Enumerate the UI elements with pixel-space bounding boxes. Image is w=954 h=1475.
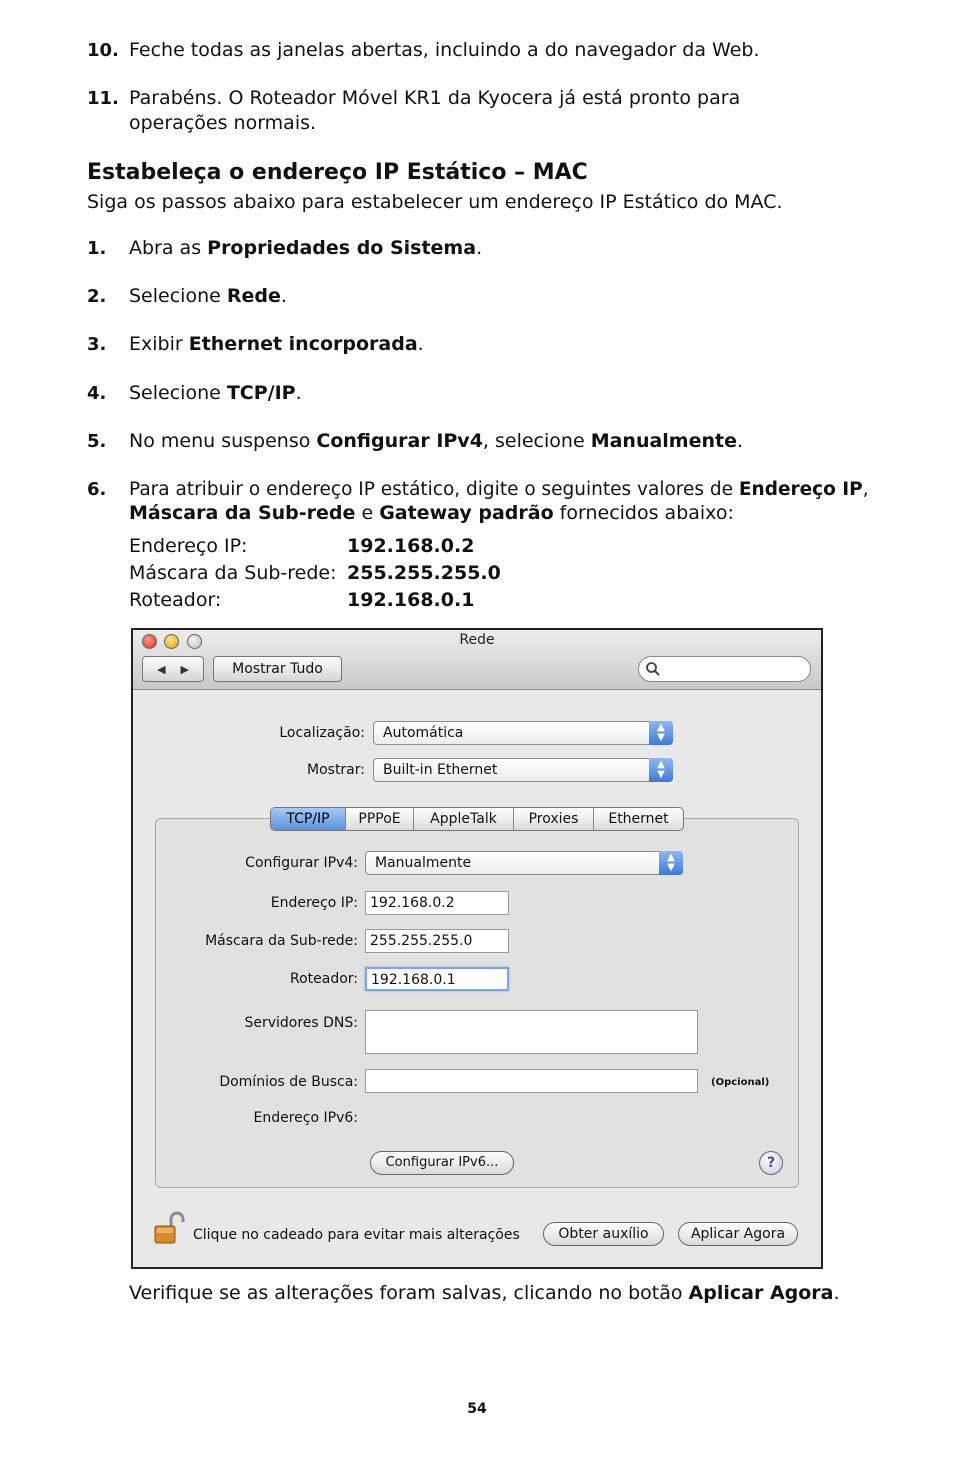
apply-now-button[interactable]: Aplicar Agora bbox=[678, 1222, 798, 1246]
network-preferences-window bbox=[131, 628, 823, 1269]
search-input[interactable] bbox=[638, 656, 811, 682]
configure-ipv4-value: Manualmente bbox=[375, 855, 472, 871]
step-number: 10. bbox=[87, 40, 119, 61]
show-all-button[interactable]: Mostrar Tudo bbox=[213, 656, 342, 682]
step-number: 5. bbox=[87, 431, 107, 452]
step-number: 6. bbox=[87, 479, 107, 500]
subnet-mask-field[interactable]: 255.255.255.0 bbox=[365, 929, 509, 953]
configure-ipv6-button[interactable]: Configurar IPv6... bbox=[370, 1151, 514, 1175]
step-text: Para atribuir o endereço IP estático, digite o seguintes valores de Endereço IP, bbox=[129, 479, 869, 500]
step-number: 11. bbox=[87, 88, 119, 109]
back-arrow-icon[interactable]: ◀ bbox=[157, 663, 166, 676]
assist-button[interactable]: Obter auxílio bbox=[543, 1222, 664, 1246]
value-label: Máscara da Sub-rede: bbox=[129, 562, 337, 584]
tab-proxies[interactable]: Proxies bbox=[514, 808, 594, 830]
router-label: Roteador: bbox=[289, 971, 358, 987]
step-text: Abra as Propriedades do Sistema. bbox=[129, 237, 483, 259]
tab-bar bbox=[270, 807, 684, 831]
section-heading: Estabeleça o endereço IP Estático – MAC bbox=[87, 160, 588, 185]
back-forward-buttons[interactable] bbox=[142, 656, 204, 682]
step-text: Selecione Rede. bbox=[129, 285, 287, 307]
step-number: 2. bbox=[87, 286, 107, 307]
location-value: Automática bbox=[383, 725, 464, 741]
router-field[interactable]: 192.168.0.1 bbox=[365, 967, 509, 991]
verify-text: Verifique se as alterações foram salvas, clicando no botão Aplicar Agora. bbox=[129, 1282, 840, 1304]
page-number: 54 bbox=[467, 1401, 487, 1417]
step-text: Exibir Ethernet incorporada. bbox=[129, 333, 424, 355]
step-number: 3. bbox=[87, 334, 107, 355]
value-label: Endereço IP: bbox=[129, 535, 248, 557]
search-icon bbox=[645, 661, 661, 677]
configure-ipv4-label: Configurar IPv4: bbox=[245, 855, 358, 871]
search-domains-label: Domínios de Busca: bbox=[219, 1074, 358, 1090]
step-text: Feche todas as janelas abertas, incluindo a do navegador da Web. bbox=[129, 39, 760, 61]
dns-servers-field[interactable] bbox=[365, 1010, 698, 1054]
search-domains-field[interactable] bbox=[365, 1069, 698, 1093]
popup-arrows-icon: ▲ ▼ bbox=[649, 758, 673, 782]
ip-address-label: Endereço IP: bbox=[270, 895, 358, 911]
subnet-mask-label: Máscara da Sub-rede: bbox=[205, 933, 358, 949]
tab-ethernet[interactable]: Ethernet bbox=[608, 811, 669, 827]
step-text: No menu suspenso Configurar IPv4, selecione Manualmente. bbox=[129, 430, 744, 452]
help-icon: ? bbox=[766, 1155, 776, 1171]
forward-arrow-icon[interactable]: ▶ bbox=[180, 663, 189, 676]
configure-ipv4-popup[interactable] bbox=[365, 851, 683, 875]
step-text: operações normais. bbox=[129, 112, 317, 134]
step-number: 4. bbox=[87, 383, 107, 404]
ipv6-address-label: Endereço IPv6: bbox=[253, 1110, 358, 1126]
lock-message: Clique no cadeado para evitar mais alterações bbox=[193, 1227, 520, 1243]
location-popup[interactable] bbox=[373, 721, 673, 745]
value-label: Roteador: bbox=[129, 589, 222, 611]
step-number: 1. bbox=[87, 238, 107, 259]
popup-arrows-icon: ▲ ▼ bbox=[659, 851, 683, 875]
show-value: Built-in Ethernet bbox=[383, 762, 498, 778]
value-text: 192.168.0.2 bbox=[347, 535, 475, 557]
step-text: Selecione TCP/IP. bbox=[129, 382, 302, 404]
dns-servers-label: Servidores DNS: bbox=[244, 1015, 358, 1031]
show-popup[interactable] bbox=[373, 758, 673, 782]
step-text: Máscara da Sub-rede e Gateway padrão fornecidos abaixo: bbox=[129, 502, 734, 524]
lock-icon[interactable] bbox=[153, 1210, 185, 1246]
step-text: Parabéns. O Roteador Móvel KR1 da Kyocera já está pronto para bbox=[129, 87, 741, 109]
window-toolbar bbox=[133, 630, 821, 690]
show-label: Mostrar: bbox=[307, 762, 365, 778]
section-intro: Siga os passos abaixo para estabelecer um endereço IP Estático do MAC. bbox=[87, 191, 783, 213]
tab-pppoe[interactable]: PPPoE bbox=[346, 808, 414, 830]
tab-tcpip[interactable]: TCP/IP bbox=[271, 808, 346, 830]
value-text: 255.255.255.0 bbox=[347, 562, 501, 584]
tab-appletalk[interactable]: AppleTalk bbox=[414, 808, 514, 830]
value-text: 192.168.0.1 bbox=[347, 589, 475, 611]
location-label: Localização: bbox=[279, 725, 365, 741]
help-button[interactable] bbox=[759, 1151, 783, 1175]
ip-address-field[interactable]: 192.168.0.2 bbox=[365, 891, 509, 915]
optional-note: (Opcional) bbox=[711, 1077, 770, 1088]
popup-arrows-icon: ▲ ▼ bbox=[649, 721, 673, 745]
window-title: Rede bbox=[459, 632, 495, 648]
